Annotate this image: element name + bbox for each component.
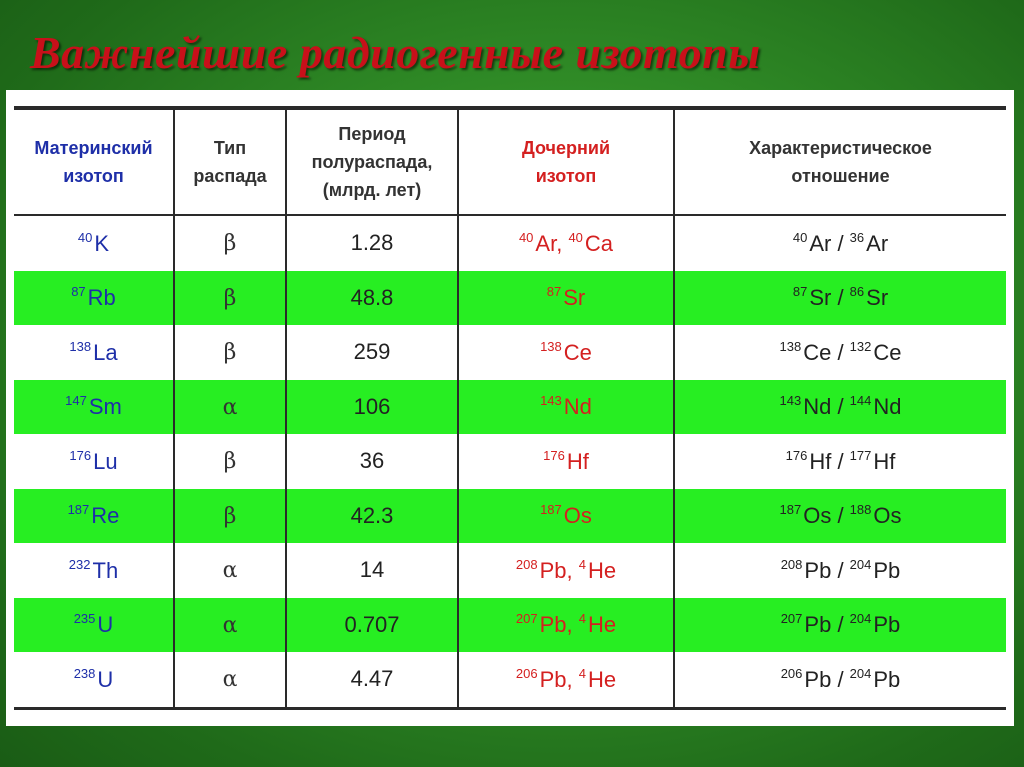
element-symbol: Pb [804,666,832,692]
element-symbol: Ar [535,230,557,256]
mass-number: 87 [792,284,808,300]
mass-number: 4 [578,665,586,681]
ratio-numerator [780,340,832,365]
parent-isotope [69,340,117,365]
element-symbol: Ce [873,339,902,365]
cell-half-life: 259 [286,325,458,380]
mass-number: 204 [849,665,872,681]
decay-symbol: α [222,667,238,693]
cell-daughter-isotope [458,271,674,326]
ratio-numerator [781,667,832,692]
daughter-isotope [540,394,592,419]
ratio-denominator [850,340,902,365]
table-row [14,543,1006,598]
mass-number: 207 [515,611,538,627]
cell-decay-type [174,543,286,598]
mass-number: 36 [849,229,865,245]
parent-isotope [69,558,118,583]
cell-daughter-isotope [458,434,674,489]
ratio-slash: / [831,339,850,365]
ratio-slash: / [831,666,850,692]
mass-number: 86 [849,284,865,300]
ratio-numerator [780,503,832,528]
parent-isotope [65,394,122,419]
element-symbol: Ca [584,230,614,256]
element-symbol: Os [563,503,592,529]
decay-symbol: α [222,612,238,638]
mass-number: 232 [68,556,91,572]
element-symbol: Pb [539,557,567,583]
daughter-isotope [519,231,556,256]
cell-decay-type [174,652,286,708]
mass-number: 138 [540,338,562,354]
cell-characteristic-ratio [674,325,1006,380]
decay-symbol: α [222,558,238,584]
header-characteristic-ratio: Характеристическое отношение [674,108,1006,215]
cell-characteristic-ratio [674,271,1006,326]
cell-characteristic-ratio [674,489,1006,544]
cell-characteristic-ratio [674,215,1006,271]
separator: , [566,557,579,583]
cell-decay-type [174,598,286,653]
parent-isotope [74,667,114,692]
mass-number: 40 [568,229,583,245]
ratio-numerator [781,612,832,637]
element-symbol: Nd [563,394,592,420]
table-row [14,598,1006,653]
element-symbol: Hf [566,448,589,474]
element-symbol: Pb [804,557,832,583]
table-row [14,215,1006,271]
mass-number: 204 [849,556,872,572]
element-symbol: Os [803,503,832,529]
element-symbol: Ce [803,339,832,365]
cell-daughter-isotope [458,652,674,708]
element-symbol: K [94,230,110,256]
parent-isotope [74,612,114,637]
mass-number: 40 [518,229,534,245]
table-header-row [14,108,1006,215]
cell-daughter-isotope [458,598,674,653]
table-row [14,652,1006,708]
daughter-isotope [579,667,616,692]
ratio-denominator [850,558,901,583]
cell-decay-type [174,325,286,380]
parent-isotope [71,285,116,310]
decay-symbol: β [223,503,237,529]
daughter-isotope [568,231,613,256]
cell-half-life: 42.3 [286,489,458,544]
table-row [14,325,1006,380]
cell-characteristic-ratio [674,598,1006,653]
ratio-denominator [850,285,888,310]
daughter-isotope [516,558,567,583]
mass-number: 177 [849,447,872,463]
separator: , [566,612,579,638]
mass-number: 187 [540,502,562,518]
element-symbol: Re [91,503,120,529]
ratio-numerator [780,394,832,419]
ratio-slash: / [831,285,850,311]
daughter-isotope [540,340,592,365]
element-symbol: Th [92,557,119,583]
ratio-slash: / [831,557,850,583]
header-parent-isotope: Материнский изотоп [14,108,174,215]
header-decay-type: Тип распада [174,108,286,215]
cell-decay-type [174,271,286,326]
cell-half-life: 36 [286,434,458,489]
cell-decay-type [174,434,286,489]
mass-number: 132 [849,338,872,354]
mass-number: 206 [515,665,538,681]
daughter-isotope [540,503,592,528]
daughter-isotope [516,612,567,637]
element-symbol: Sr [563,285,586,311]
daughter-isotope [579,558,616,583]
cell-parent-isotope [14,271,174,326]
element-symbol: La [93,339,118,365]
mass-number: 87 [546,284,562,300]
separator: , [566,666,579,692]
ratio-denominator [850,503,902,528]
mass-number: 206 [780,665,803,681]
mass-number: 187 [779,502,802,518]
isotope-table-sheet [6,90,1014,726]
mass-number: 207 [780,611,803,627]
table-row [14,434,1006,489]
daughter-isotope [579,612,616,637]
mass-number: 176 [69,447,92,463]
ratio-denominator [850,612,901,637]
element-symbol: Ce [563,339,592,365]
element-symbol: He [587,666,617,692]
mass-number: 235 [73,611,96,627]
element-symbol: Ar [866,230,889,256]
cell-daughter-isotope [458,489,674,544]
cell-half-life: 48.8 [286,271,458,326]
mass-number: 40 [792,229,808,245]
decay-symbol: β [223,449,237,475]
cell-parent-isotope [14,434,174,489]
cell-parent-isotope [14,652,174,708]
cell-daughter-isotope [458,543,674,598]
cell-decay-type [174,489,286,544]
cell-characteristic-ratio [674,380,1006,435]
element-symbol: Hf [809,448,832,474]
element-symbol: Pb [873,666,901,692]
parent-isotope [78,231,109,256]
ratio-slash: / [831,503,850,529]
element-symbol: Hf [873,448,896,474]
daughter-isotope [543,449,589,474]
ratio-slash: / [831,394,850,420]
mass-number: 143 [540,393,562,409]
mass-number: 208 [780,556,803,572]
mass-number: 187 [67,502,90,518]
element-symbol: He [587,612,617,638]
element-symbol: Sr [809,285,832,311]
table-row [14,489,1006,544]
mass-number: 238 [73,665,96,681]
cell-half-life: 4.47 [286,652,458,708]
parent-isotope [68,503,120,528]
decay-symbol: α [222,394,238,420]
cell-characteristic-ratio [674,434,1006,489]
ratio-slash: / [831,448,850,474]
ratio-numerator [793,285,831,310]
isotope-table [14,106,1006,710]
element-symbol: Ar [809,230,832,256]
cell-parent-isotope [14,598,174,653]
element-symbol: U [97,666,114,692]
mass-number: 138 [69,338,92,354]
mass-number: 144 [849,393,872,409]
daughter-isotope [516,667,567,692]
mass-number: 204 [849,611,872,627]
cell-parent-isotope [14,489,174,544]
element-symbol: Pb [539,666,567,692]
cell-parent-isotope [14,380,174,435]
element-symbol: U [97,612,114,638]
mass-number: 147 [65,393,87,409]
parent-isotope [69,449,117,474]
element-symbol: Nd [803,394,832,420]
cell-half-life: 14 [286,543,458,598]
ratio-numerator [793,231,831,256]
cell-decay-type [174,215,286,271]
element-symbol: Nd [873,394,902,420]
element-symbol: Os [873,503,902,529]
ratio-slash: / [831,612,850,638]
mass-number: 176 [785,447,808,463]
mass-number: 143 [779,393,802,409]
ratio-slash: / [831,230,850,256]
mass-number: 188 [849,502,872,518]
cell-parent-isotope [14,325,174,380]
cell-half-life: 1.28 [286,215,458,271]
slide-title: Важнейшие радиогенные изотопы [30,27,761,78]
cell-daughter-isotope [458,325,674,380]
element-symbol: He [587,557,617,583]
mass-number: 40 [77,229,93,245]
decay-symbol: β [223,340,237,366]
ratio-denominator [850,231,888,256]
mass-number: 208 [515,556,538,572]
cell-daughter-isotope [458,380,674,435]
decay-symbol: β [223,285,237,311]
cell-daughter-isotope [458,215,674,271]
mass-number: 176 [543,447,565,463]
table-row [14,380,1006,435]
ratio-numerator [786,449,832,474]
element-symbol: Pb [539,612,567,638]
cell-decay-type [174,380,286,435]
element-symbol: Rb [87,285,116,311]
element-symbol: Pb [873,557,901,583]
daughter-isotope [547,285,585,310]
element-symbol: Sr [866,285,889,311]
separator: , [556,230,569,256]
ratio-numerator [781,558,832,583]
cell-characteristic-ratio [674,652,1006,708]
header-half-life: Период полураспада, (млрд. лет) [286,108,458,215]
decay-symbol: β [223,231,237,257]
element-symbol: Pb [873,612,901,638]
ratio-denominator [850,449,896,474]
element-symbol: Lu [93,448,118,474]
ratio-denominator [850,667,901,692]
cell-half-life: 106 [286,380,458,435]
cell-parent-isotope [14,215,174,271]
mass-number: 4 [578,611,586,627]
mass-number: 4 [578,556,586,572]
cell-characteristic-ratio [674,543,1006,598]
ratio-denominator [850,394,902,419]
cell-half-life: 0.707 [286,598,458,653]
mass-number: 87 [71,284,86,300]
mass-number: 138 [779,338,802,354]
table-row [14,271,1006,326]
element-symbol: Pb [804,612,832,638]
cell-parent-isotope [14,543,174,598]
header-daughter-isotope: Дочерний изотоп [458,108,674,215]
element-symbol: Sm [88,394,122,420]
